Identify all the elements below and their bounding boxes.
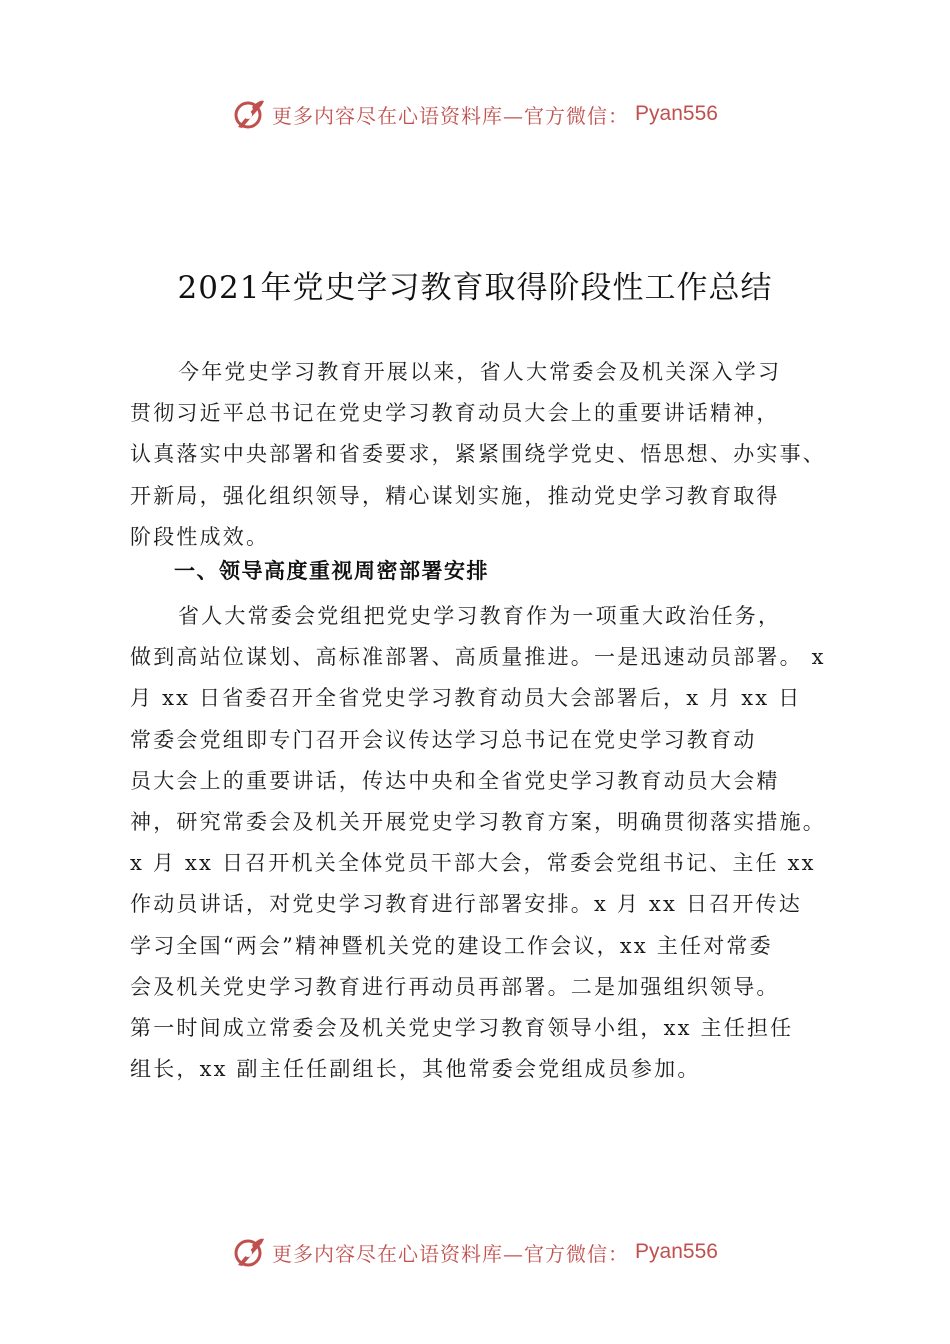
wechat-id: Pyan556	[635, 102, 718, 125]
intro-paragraph	[130, 352, 850, 558]
paragraph-line: 开新局，强化组织领导，精心谋划实施，推动党史学习教育取得	[130, 483, 780, 508]
paragraph-line: x 月 xx 日召开机关全体党员干部大会，常委会党组书记、主任 xx	[130, 851, 816, 876]
banner-text: 更多内容尽在心语资料库—官方微信：	[272, 1241, 630, 1266]
section-heading: 一、领导高度重视周密部署安排	[174, 559, 489, 583]
document-title: 2021年党史学习教育取得阶段性工作总结	[177, 270, 773, 306]
wechat-id: Pyan556	[635, 1240, 718, 1263]
paragraph-line: 会及机关党史学习教育进行再动员再部署。二是加强组织领导。	[130, 974, 780, 999]
paragraph-line: 贯彻习近平总书记在党史学习教育动员大会上的重要讲话精神，	[130, 401, 780, 426]
quill-pen-logo-icon	[232, 97, 266, 131]
paragraph-line: 做到高站位谋划、高标准部署、高质量推进。一是迅速动员部署。 x	[130, 645, 826, 670]
paragraph-line: 常委会党组即专门召开会议传达学习总书记在党史学习教育动	[130, 727, 757, 752]
paragraph-line: 学习全国“两会”精神暨机关党的建设工作会议，xx 主任对常委	[130, 933, 773, 958]
paragraph-line: 神，研究常委会及机关开展党史学习教育方案，明确贯彻落实措施。	[130, 809, 826, 834]
quill-pen-logo-icon	[232, 1235, 266, 1269]
paragraph-line: 认真落实中央部署和省委要求，紧紧围绕学党史、悟思想、办实事、	[130, 442, 826, 467]
section-paragraph	[130, 596, 850, 1090]
paragraph-line: 月 xx 日省委召开全省党史学习教育动员大会部署后，x 月 xx 日	[130, 686, 802, 711]
banner-text: 更多内容尽在心语资料库—官方微信：	[272, 103, 630, 128]
paragraph-line: 今年党史学习教育开展以来，省人大常委会及机关深入学习	[178, 360, 782, 384]
paragraph-line: 第一时间成立常委会及机关党史学习教育领导小组，xx 主任担任	[130, 1015, 794, 1040]
paragraph-line: 组长，xx 副主任任副组长，其他常委会党组成员参加。	[130, 1057, 701, 1082]
paragraph-line: 员大会上的重要讲话，传达中央和全省党史学习教育动员大会精	[130, 768, 780, 793]
paragraph-line: 省人大常委会党组把党史学习教育作为一项重大政治任务，	[178, 604, 782, 628]
footer-banner	[0, 1232, 950, 1272]
paragraph-line: 阶段性成效。	[130, 524, 270, 549]
header-banner	[0, 94, 950, 134]
paragraph-line: 作动员讲话，对党史学习教育进行部署安排。x 月 xx 日召开传达	[130, 892, 802, 917]
